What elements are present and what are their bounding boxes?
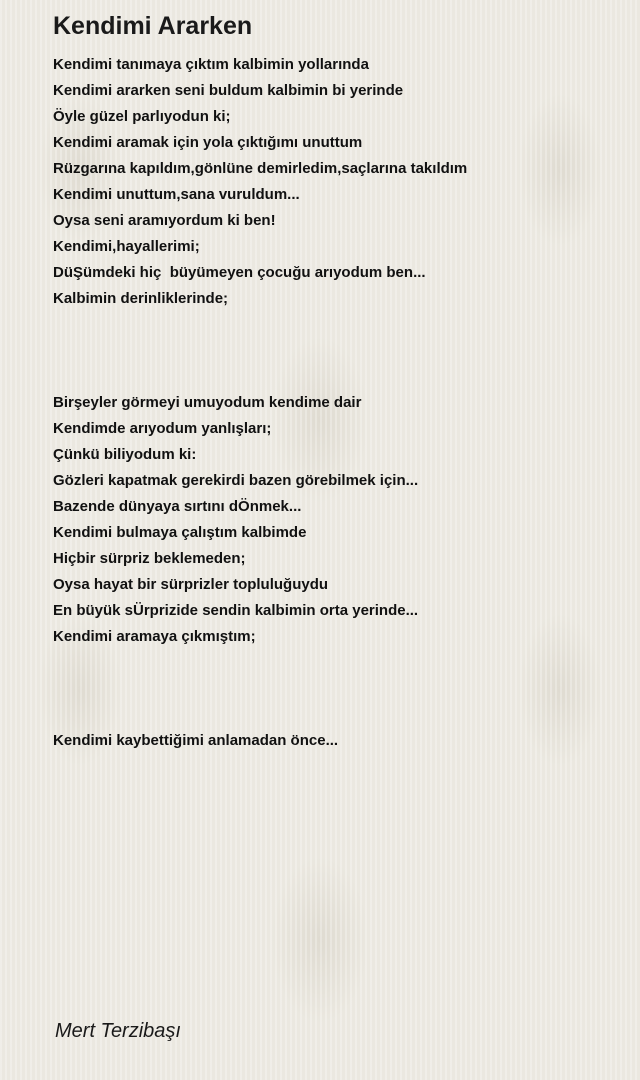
poem-line: Kalbimin derinliklerinde; [53, 290, 229, 307]
poem-line: Kendimi aramaya çıkmıştım; [53, 628, 256, 645]
poem-line: Kendimi bulmaya çalıştım kalbimde [53, 524, 307, 541]
poem-line: Kendimde arıyodum yanlışları; [53, 420, 272, 437]
poem-line: Çünkü biliyodum ki: [53, 446, 197, 463]
poem-line: Oysa seni aramıyordum ki ben! [53, 212, 276, 229]
poem-line: Birşeyler görmeyi umuyodum kendime dair [53, 394, 362, 411]
poem-line: Rüzgarına kapıldım,gönlüne demirledim,saçlarına takıldım [53, 160, 468, 177]
poem-title: Kendimi Ararken [53, 12, 253, 40]
poem-line: Oysa hayat bir sürprizler topluluğuydu [53, 576, 329, 593]
poem-line: Kendimi kaybettiğimi anlamadan önce... [53, 732, 339, 749]
poem-line: Kendimi aramak için yola çıktığımı unuttum [53, 134, 363, 151]
poem-line: Öyle güzel parlıyodun ki; [53, 108, 231, 125]
poem-line: Bazende dünyaya sırtını dÖnmek... [53, 498, 302, 515]
poem-line: Kendimi ararken seni buldum kalbimin bi yerinde [53, 82, 404, 99]
poem-line: Kendimi tanımaya çıktım kalbimin yollarında [53, 56, 369, 73]
poem-line: Kendimi,hayallerimi; [53, 238, 200, 255]
poem-line: Gözleri kapatmak gerekirdi bazen görebilmek için... [53, 472, 419, 489]
poem-line: Hiçbir sürpriz beklemeden; [53, 550, 246, 567]
stanza-1 [53, 54, 467, 314]
stanza-2 [53, 392, 467, 652]
stanza-3 [53, 730, 467, 756]
poem-line: Kendimi unuttum,sana vuruldum... [53, 186, 300, 203]
poem-author: Mert Terzibaşı [55, 1020, 181, 1042]
poem-line: DüŞümdeki hiç büyümeyen çocuğu arıyodum ben... [53, 264, 426, 281]
poem-body [53, 54, 467, 756]
poem-line: En büyük sÜrprizide sendin kalbimin orta yerinde... [53, 602, 419, 619]
